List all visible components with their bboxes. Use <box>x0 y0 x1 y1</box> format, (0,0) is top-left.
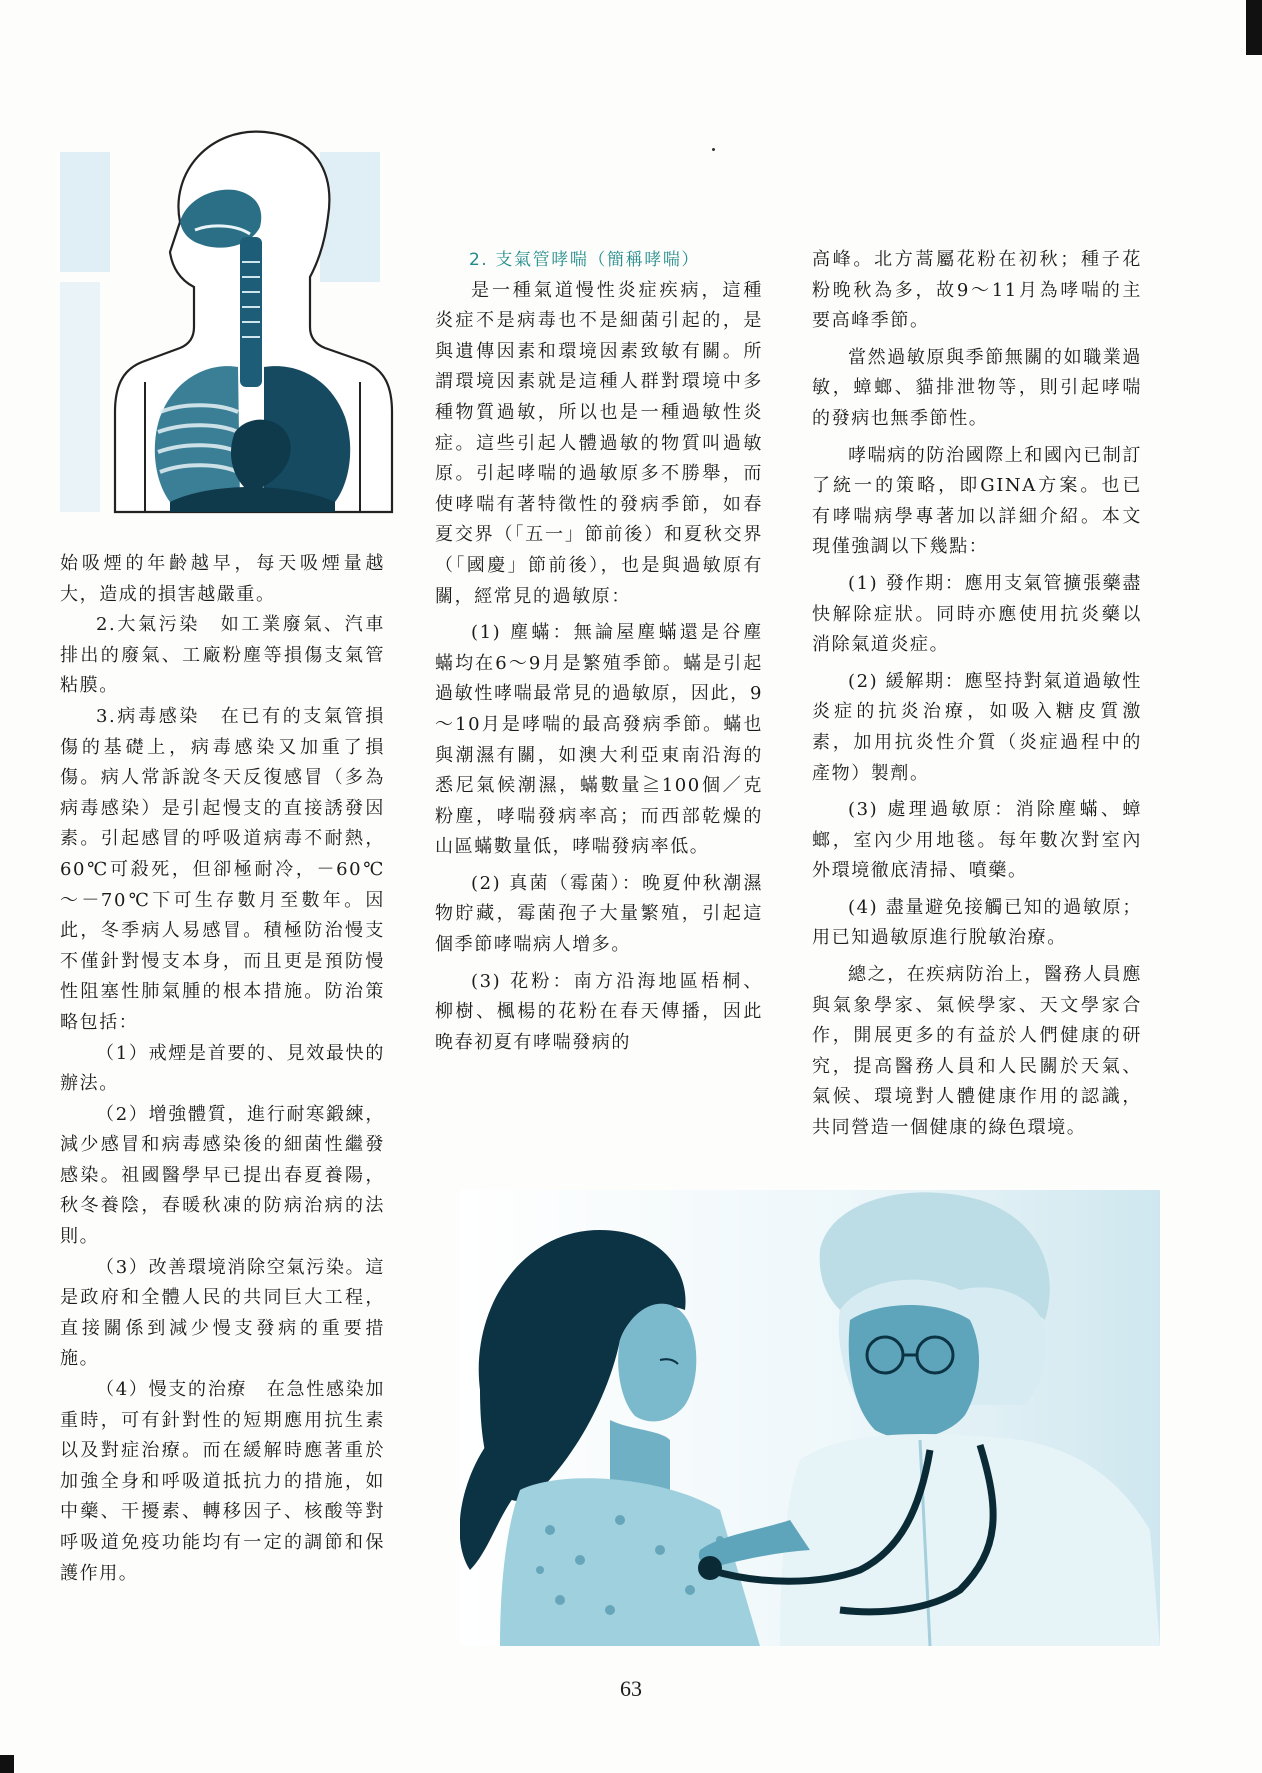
paragraph: 始吸煙的年齡越早，每天吸煙量越大，造成的損害越嚴重。 <box>60 553 385 605</box>
paragraph: 2.大氣污染 如工業廢氣、汽車排出的廢氣、工廠粉塵等損傷支氣管粘膜。 <box>60 614 385 697</box>
paragraph: 當然過敏原與季節無關的如職業過敏，蟑螂、貓排泄物等，則引起哮喘的發病也無季節性。 <box>812 346 1142 429</box>
paragraph: (1) 塵蟎：無論屋塵蟎還是谷塵蟎均在6～9月是繁殖季節。蟎是引起過敏性哮喘最常見的過敏原，因此，9～10月是哮喘的最高發病季節。蟎也與潮濕有關，如澳大利亞東南沿海的悉尼氣候潮濕，蟎數量≧100個／克粉塵，哮喘發病率高；而西部乾燥的山區蟎數量低，哮喘發病率低。 <box>435 622 763 858</box>
paragraph: (1) 發作期：應用支氣管擴張藥盡快解除症狀。同時亦應使用抗炎藥以消除氣道炎症。 <box>812 572 1142 656</box>
paragraph: （3）改善環境消除空氣污染。這是政府和全體人民的共同巨大工程，直接關係到減少慢支發病的重要措施。 <box>60 1256 385 1370</box>
paragraph: 3.病毒感染 在已有的支氣管損傷的基礎上，病毒感染又加重了損傷。病人常訴說冬天反復感冒（多為病毒感染）是引起慢支的直接誘發因素。引起感冒的呼吸道病毒不耐熱，60℃可殺死，但卻極耐冷，－60℃～－70℃下可生存數月至數年。因此，冬季病人易感冒。積極防治慢支不僅針對慢支本身，而且更是預防慢性阻塞性肺氣腫的根本措施。防治策略包括： <box>60 705 385 1033</box>
paragraph: 哮喘病的防治國際上和國內已制訂了統一的策略，即GINA方案。也已有哮喘病學專著加以詳細介紹。本文現僅強調以下幾點： <box>812 444 1142 558</box>
paragraph: 是一種氣道慢性炎症疾病，這種炎症不是病毒也不是細菌引起的，是與遺傳因素和環境因素致敏有關。所謂環境因素就是這種人群對環境中多種物質過敏，所以也是一種過敏性炎症。這些引起人體過敏的物質叫過敏原。引起哮喘的過敏原多不勝舉，而使哮喘有著特徵性的發病季節，如春夏交界（「五一」節前後）和夏秋交界（「國慶」節前後），也是與過敏原有關，經常見的過敏原： <box>435 279 763 607</box>
paragraph: (4) 盡量避免接觸已知的過敏原；用已知過敏原進行脫敏治療。 <box>812 896 1142 949</box>
paragraph: 高峰。北方蒿屬花粉在初秋；種子花粉晚秋為多，故9～11月為哮喘的主要高峰季節。 <box>812 249 1142 332</box>
paragraph: （2）增強體質，進行耐寒鍛練，減少感冒和病毒感染後的細菌性繼發感染。祖國醫學早已提出春夏養陽，秋冬養陰，春暖秋凍的防病治病的法則。 <box>60 1103 385 1248</box>
scan-speck <box>712 148 715 151</box>
respiratory-anatomy-illustration <box>60 112 395 532</box>
column-right <box>812 245 1142 1144</box>
paragraph: (2) 真菌（霉菌）：晚夏仲秋潮濕物貯藏，霉菌孢子大量繁殖，引起這個季節哮喘病人增多。 <box>435 872 763 956</box>
scan-edge-mark <box>0 1755 14 1773</box>
column-left <box>60 549 385 1589</box>
scan-edge-mark <box>1246 0 1262 55</box>
paragraph: （4）慢支的治療 在急性感染加重時，可有針對性的短期應用抗生素以及對症治療。而在緩解時應著重於加強全身和呼吸道抵抗力的措施，如中藥、干擾素、轉移因子、核酸等對呼吸道免疫功能均有一定的調節和保護作用。 <box>60 1379 385 1584</box>
paragraph: (3) 花粉：南方沿海地區梧桐、柳樹、楓楊的花粉在春天傳播，因此晚春初夏有哮喘發病的 <box>435 970 763 1053</box>
paragraph: (3) 處理過敏原：消除塵蟎、蟑螂，室內少用地毯。每年數次對室內外環境徹底清掃、噴藥。 <box>812 799 1142 882</box>
paragraph: 總之，在疾病防治上，醫務人員應與氣象學家、氣候學家、天文學家合作，開展更多的有益於人們健康的研究，提高醫務人員和人民關於天氣、氣候、環境對人體健康作用的認識，共同營造一個健康的綠色環境。 <box>812 964 1142 1139</box>
section-heading: 2. 支氣管哮喘（簡稱哮喘） <box>469 250 701 270</box>
paragraph: （1）戒煙是首要的、見效最快的辦法。 <box>60 1042 385 1095</box>
page-number: 63 <box>620 1676 642 1701</box>
column-middle <box>435 245 763 1058</box>
doctor-patient-photo <box>460 1190 1160 1646</box>
paragraph: (2) 緩解期：應堅持對氣道過敏性炎症的抗炎治療，如吸入糖皮質激素，加用抗炎性介質（炎症過程中的產物）製劑。 <box>812 670 1142 784</box>
